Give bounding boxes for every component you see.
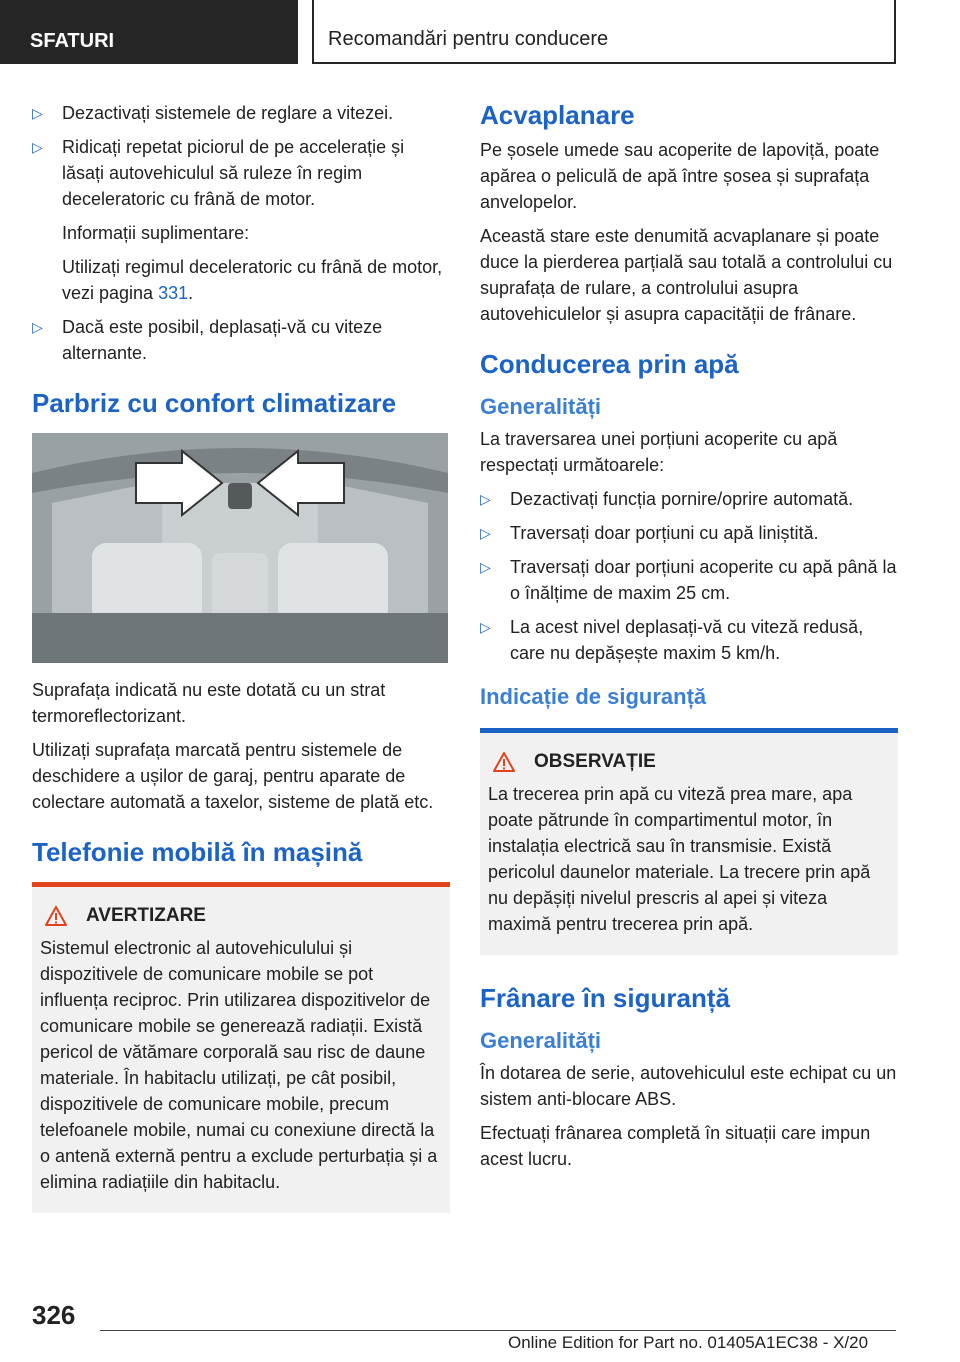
heading-safe-braking: Frânare în siguranță xyxy=(480,983,730,1013)
water-intro: La traversarea unei porțiuni acoperite cu apă respectați următoarele: xyxy=(480,429,838,475)
windshield-paragraph-1: Suprafața indicată nu este dotată cu un strat termoreflectorizant. xyxy=(32,680,386,726)
edition-text: Online Edition for Part no. 01405A1EC38 - X/20 xyxy=(508,1333,869,1352)
subheading-general-braking: Generalități xyxy=(480,1028,602,1053)
notice-box xyxy=(480,728,898,955)
triangle-bullet-icon: ▷ xyxy=(480,559,491,575)
page-link[interactable]: 331 xyxy=(158,283,189,303)
triangle-bullet-icon: ▷ xyxy=(480,525,491,541)
windshield-paragraph-2: Utilizați suprafața marcată pentru sistemele de deschidere a ușilor de garaj, pentru aparate de colectare automată a taxelor, sisteme de plată etc. xyxy=(32,740,434,812)
section-title: SFATURI xyxy=(0,0,298,64)
chapter-title: Recomandări pentru conducere xyxy=(312,0,896,64)
speed-tips-list xyxy=(32,100,450,212)
list-item: ▷ Dezactivați funcția pornire/oprire automată. xyxy=(480,486,898,512)
list-item: ▷ Ridicați repetat piciorul de pe accelerație și lăsați autovehiculul să ruleze în regim deceleratoric cu frână de motor. xyxy=(32,134,450,212)
heading-windshield: Parbriz cu confort climatizare xyxy=(32,388,397,418)
warning-title: AVERTIZARE xyxy=(40,905,440,927)
triangle-bullet-icon: ▷ xyxy=(32,105,43,121)
triangle-bullet-icon: ▷ xyxy=(32,139,43,155)
heading-aquaplaning: Acvaplanare xyxy=(480,100,635,130)
notice-text: La trecerea prin apă cu viteză prea mare, apa poate pătrunde în compartimentul motor, în instalația electrică sau în transmisie. Există pericolul daunelor materiale. La trecere prin apă nu depășiți nivelul prescris al apei și viteza maximă pentru trecerea prin apă. xyxy=(488,784,871,934)
heading-mobile-phone: Telefonie mobilă în mașină xyxy=(32,837,363,867)
list-item: ▷ Traversați doar porțiuni cu apă liniștită. xyxy=(480,520,898,546)
braking-paragraph-1: În dotarea de serie, autovehiculul este echipat cu un sistem anti-blocare ABS. xyxy=(480,1063,897,1109)
left-column xyxy=(32,100,450,1213)
page-number: 326 xyxy=(32,1300,76,1330)
car-interior-illustration xyxy=(32,433,448,663)
warning-triangle-icon xyxy=(44,905,68,927)
triangle-bullet-icon: ▷ xyxy=(32,319,43,335)
warning-triangle-icon xyxy=(492,751,516,773)
windshield-image xyxy=(32,433,448,663)
list-item: ▷ Dezactivați sistemele de reglare a vitezei. xyxy=(32,100,450,126)
water-rules-list xyxy=(480,486,898,666)
warning-box xyxy=(32,882,450,1213)
list-item: ▷ Dacă este posibil, deplasați-vă cu viteze alternante. xyxy=(32,314,450,366)
triangle-bullet-icon: ▷ xyxy=(480,491,491,507)
right-column xyxy=(480,100,898,1180)
aquaplaning-paragraph-2: Această stare este denumită acvaplanare și poate duce la pierderea parțială sau totală a controlului cu suprafața de rulare, a controlului asupra autovehiculelor și asupra capacității de frânare. xyxy=(480,226,893,324)
footer-divider xyxy=(100,1330,896,1331)
warning-text: Sistemul electronic al autovehiculului și dispozitivele de comunicare mobile se pot influența reciproc. Prin utilizarea dispozitivelor de comunicare mobile se generează radiații. Există pericol de vătămare corporală sau risc de daune materiale. În habitaclu utilizați, pe cât posibil, dispozitivele de comunicare mobile, precum telefoanele mobile, numai cu conexiune directă la o antenă externă pentru a exclude perturbația și a elimina radiațiile din habitaclu. xyxy=(40,938,438,1192)
braking-paragraph-2: Efectuați frânarea completă în situații care impun acest lucru. xyxy=(480,1123,871,1169)
alternate-speeds-list xyxy=(32,314,450,366)
triangle-bullet-icon: ▷ xyxy=(480,619,491,635)
aquaplaning-paragraph-1: Pe șosele umede sau acoperite de lapoviță, poate apărea o peliculă de apă între șosea și suprafața anvelopelor. xyxy=(480,140,880,212)
list-item: ▷ Traversați doar porțiuni acoperite cu apă până la o înălțime de maxim 25 cm. xyxy=(480,554,898,606)
heading-driving-through-water: Conducerea prin apă xyxy=(480,349,739,379)
subheading-safety: Indicație de siguranță xyxy=(480,684,707,709)
list-item: ▷ La acest nivel deplasați-vă cu viteză redusă, care nu depășește maxim 5 km/h. xyxy=(480,614,898,666)
info-label: Informații suplimentare: xyxy=(62,223,250,243)
subheading-general-water: Generalități xyxy=(480,394,602,419)
page-header xyxy=(0,0,960,64)
info-text: Utilizați regimul deceleratoric cu frână de motor, vezi pagina 331. xyxy=(62,257,443,303)
notice-title: OBSERVAȚIE xyxy=(488,751,888,773)
